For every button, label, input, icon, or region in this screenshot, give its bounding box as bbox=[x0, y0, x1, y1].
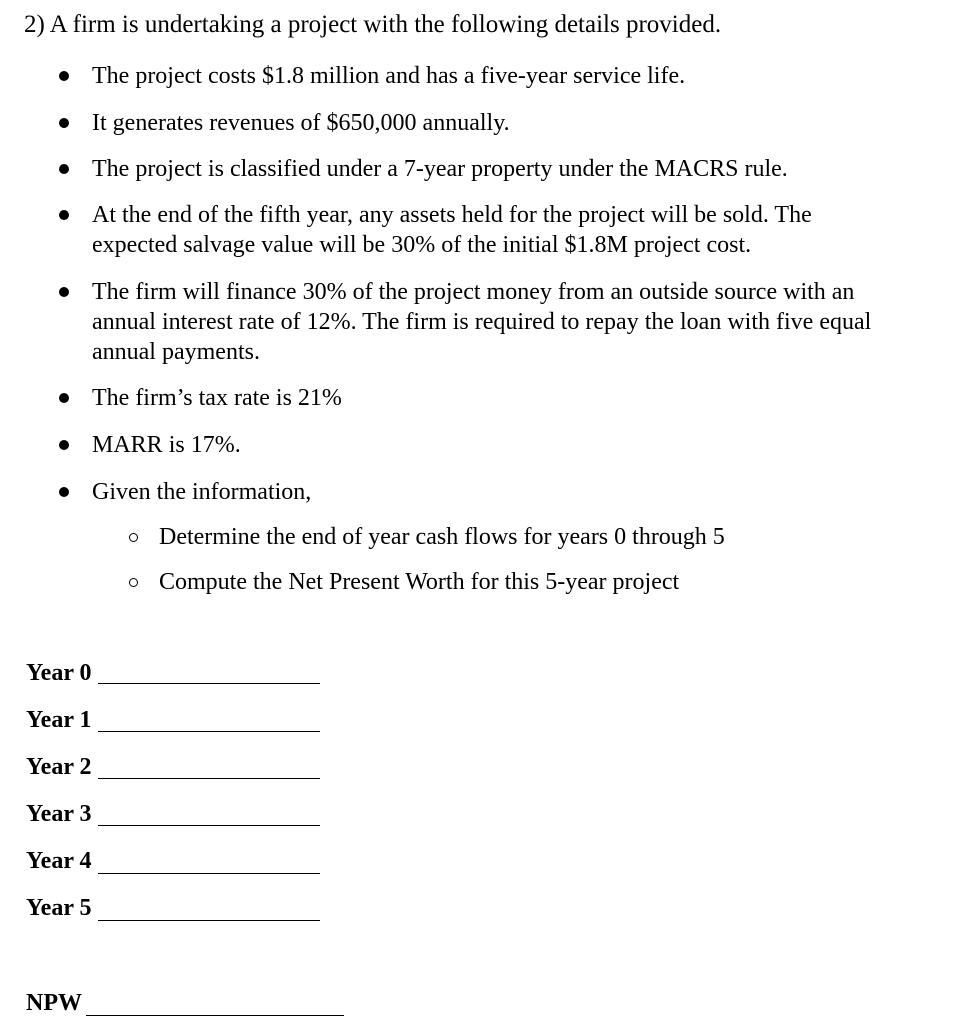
bullet-item bbox=[92, 277, 902, 367]
answer-row-year-4 bbox=[26, 846, 92, 876]
answer-label: Year 1 bbox=[26, 707, 92, 733]
bullet-dot-icon bbox=[59, 487, 69, 497]
bullet-dot-icon bbox=[59, 118, 69, 128]
bullet-dot-icon bbox=[59, 393, 69, 403]
bullet-item bbox=[92, 383, 912, 413]
bullet-item bbox=[92, 430, 912, 460]
question-title: 2) A firm is undertaking a project with the following details provided. bbox=[24, 11, 722, 38]
bullet-dot-icon bbox=[59, 164, 69, 174]
bullet-text: MARR is 17%. bbox=[92, 432, 241, 458]
answer-label: Year 0 bbox=[26, 660, 92, 686]
bullet-item bbox=[92, 477, 912, 507]
answer-label: NPW bbox=[26, 990, 82, 1016]
sub-bullet-text: Determine the end of year cash flows for years 0 through 5 bbox=[159, 524, 725, 550]
bullet-item bbox=[92, 108, 912, 138]
answer-label: Year 2 bbox=[26, 754, 92, 780]
sub-bullet-item bbox=[159, 522, 919, 552]
answer-row-year-5 bbox=[26, 893, 92, 923]
bullet-dot-icon bbox=[59, 287, 69, 297]
hollow-circle-icon bbox=[129, 578, 138, 587]
bullet-text: The project costs $1.8 million and has a five-year service life. bbox=[92, 63, 686, 89]
answer-label: Year 4 bbox=[26, 848, 92, 874]
answer-line-year-2 bbox=[98, 778, 320, 779]
sub-bullet-text: Compute the Net Present Worth for this 5-year project bbox=[159, 569, 680, 595]
answer-line-year-1 bbox=[98, 731, 320, 732]
bullet-text: The project is classified under a 7-year property under the MACRS rule. bbox=[92, 156, 788, 182]
answer-row-year-3 bbox=[26, 799, 92, 829]
answer-line-year-5 bbox=[98, 920, 320, 921]
bullet-item bbox=[92, 61, 912, 91]
bullet-text: Given the information, bbox=[92, 479, 312, 505]
bullet-text: The firm’s tax rate is 21% bbox=[92, 385, 342, 411]
bullet-text: At the end of the fifth year, any assets held for the project will be sold. The expected salvage value will be 30% of the initial $1.8M project cost. bbox=[92, 202, 812, 258]
answer-label: Year 3 bbox=[26, 801, 92, 827]
answer-line-year-4 bbox=[98, 873, 320, 874]
bullet-text: It generates revenues of $650,000 annually. bbox=[92, 110, 510, 136]
bullet-item bbox=[92, 154, 912, 184]
answer-row-year-2 bbox=[26, 752, 92, 782]
answer-label: Year 5 bbox=[26, 895, 92, 921]
sub-bullet-item bbox=[159, 567, 919, 597]
answer-line-year-3 bbox=[98, 825, 320, 826]
bullet-dot-icon bbox=[59, 210, 69, 220]
hollow-circle-icon bbox=[129, 533, 138, 542]
answer-line-npw bbox=[86, 1015, 344, 1016]
answer-row-year-0 bbox=[26, 658, 92, 688]
bullet-item bbox=[92, 200, 892, 260]
bullet-dot-icon bbox=[59, 71, 69, 81]
bullet-text: The firm will finance 30% of the project money from an outside source with an annual interest rate of 12%. The firm is required to repay the loan with five equal annual payments. bbox=[92, 279, 872, 365]
answer-line-year-0 bbox=[98, 683, 320, 684]
answer-row-year-1 bbox=[26, 705, 92, 735]
bullet-dot-icon bbox=[59, 440, 69, 450]
answer-row-npw bbox=[26, 988, 82, 1018]
